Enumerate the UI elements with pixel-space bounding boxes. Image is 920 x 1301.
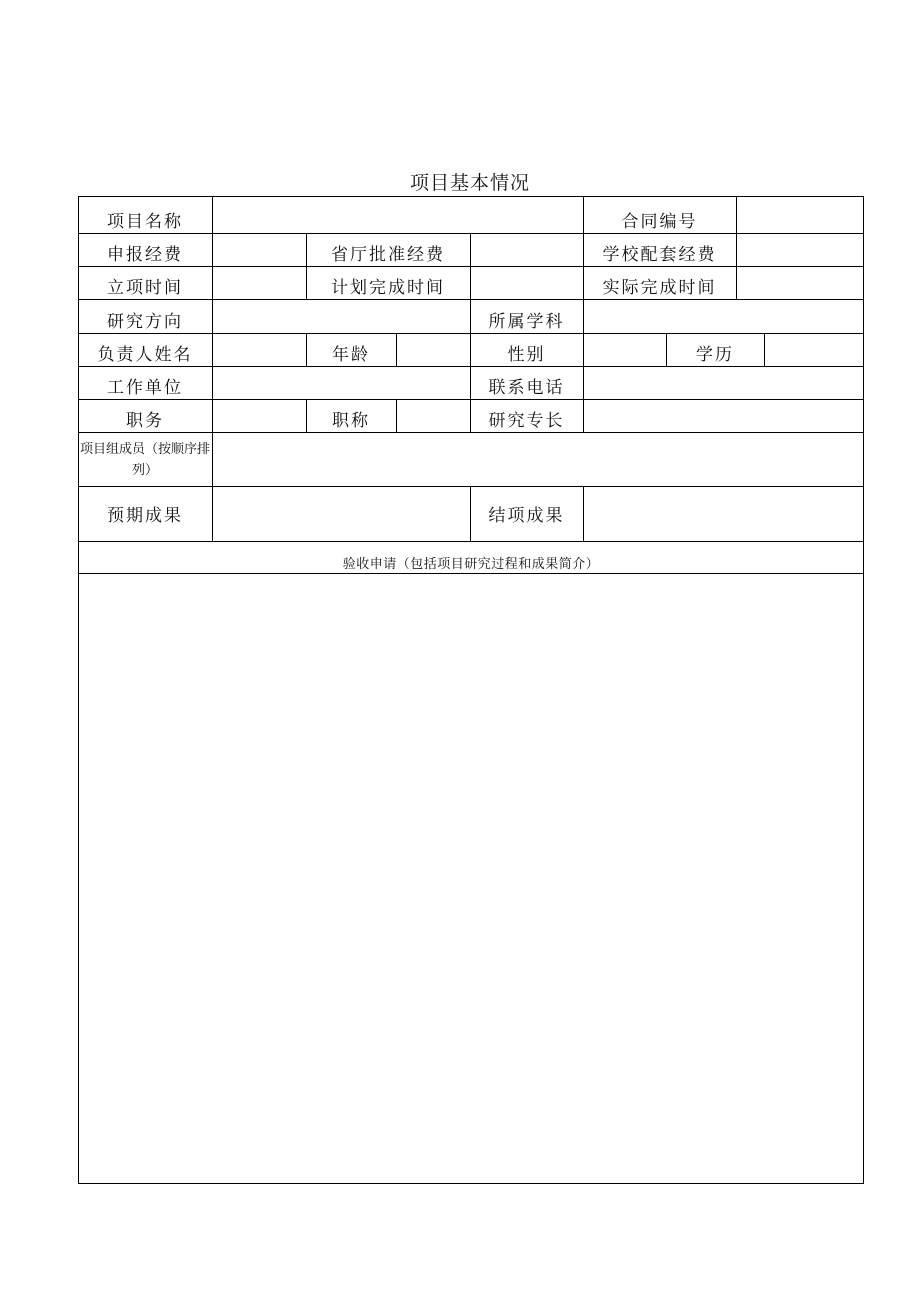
education-field[interactable] (765, 334, 862, 365)
start-time-field[interactable] (213, 267, 305, 298)
label-province-funds: 省厅批准经费 (331, 245, 445, 265)
label-education: 学历 (696, 345, 734, 365)
label-discipline: 所属学科 (488, 312, 565, 332)
label-title-rank: 职称 (332, 411, 370, 431)
work-unit-field[interactable] (213, 367, 469, 398)
acceptance-content-area[interactable] (79, 574, 863, 1182)
leader-name-field[interactable] (213, 334, 305, 365)
gender-field[interactable] (584, 334, 665, 365)
final-results-field[interactable] (584, 487, 862, 540)
discipline-field[interactable] (584, 300, 862, 332)
research-direction-field[interactable] (213, 300, 469, 332)
label-work-unit: 工作单位 (107, 378, 183, 398)
applied-funds-field[interactable] (213, 234, 305, 265)
label-leader-name: 负责人姓名 (97, 345, 193, 365)
expected-results-field[interactable] (213, 487, 469, 540)
school-funds-field[interactable] (737, 234, 862, 265)
label-gender: 性别 (507, 345, 546, 365)
age-field[interactable] (397, 334, 469, 365)
title-rank-field[interactable] (397, 400, 469, 431)
contract-no-field[interactable] (737, 197, 862, 232)
members-field[interactable] (213, 433, 862, 485)
planned-finish-field[interactable] (471, 267, 582, 298)
label-position: 职务 (126, 411, 164, 431)
label-planned-finish: 计划完成时间 (331, 278, 445, 298)
label-acceptance: 验收申请（包括项目研究过程和成果简介） (342, 556, 600, 572)
label-school-funds: 学校配套经费 (602, 245, 717, 265)
label-applied-funds: 申报经费 (107, 245, 183, 265)
label-start-time: 立项时间 (107, 278, 183, 298)
label-final-results: 结项成果 (488, 506, 565, 526)
position-field[interactable] (213, 400, 305, 431)
label-actual-finish: 实际完成时间 (602, 278, 717, 298)
label-contract-no: 合同编号 (621, 212, 698, 232)
label-members: 项目组成员（按顺序排列） (80, 442, 211, 478)
label-project-name: 项目名称 (107, 212, 183, 232)
phone-field[interactable] (584, 367, 862, 398)
label-phone: 联系电话 (488, 378, 565, 398)
label-specialty: 研究专长 (488, 411, 565, 431)
project-name-field[interactable] (213, 197, 582, 232)
province-funds-field[interactable] (471, 234, 582, 265)
label-research-direction: 研究方向 (107, 312, 183, 332)
actual-finish-field[interactable] (737, 267, 862, 298)
label-age: 年龄 (332, 345, 370, 365)
label-expected-results: 预期成果 (107, 506, 183, 526)
page-title: 项目基本情况 (409, 172, 530, 194)
specialty-field[interactable] (584, 400, 862, 431)
